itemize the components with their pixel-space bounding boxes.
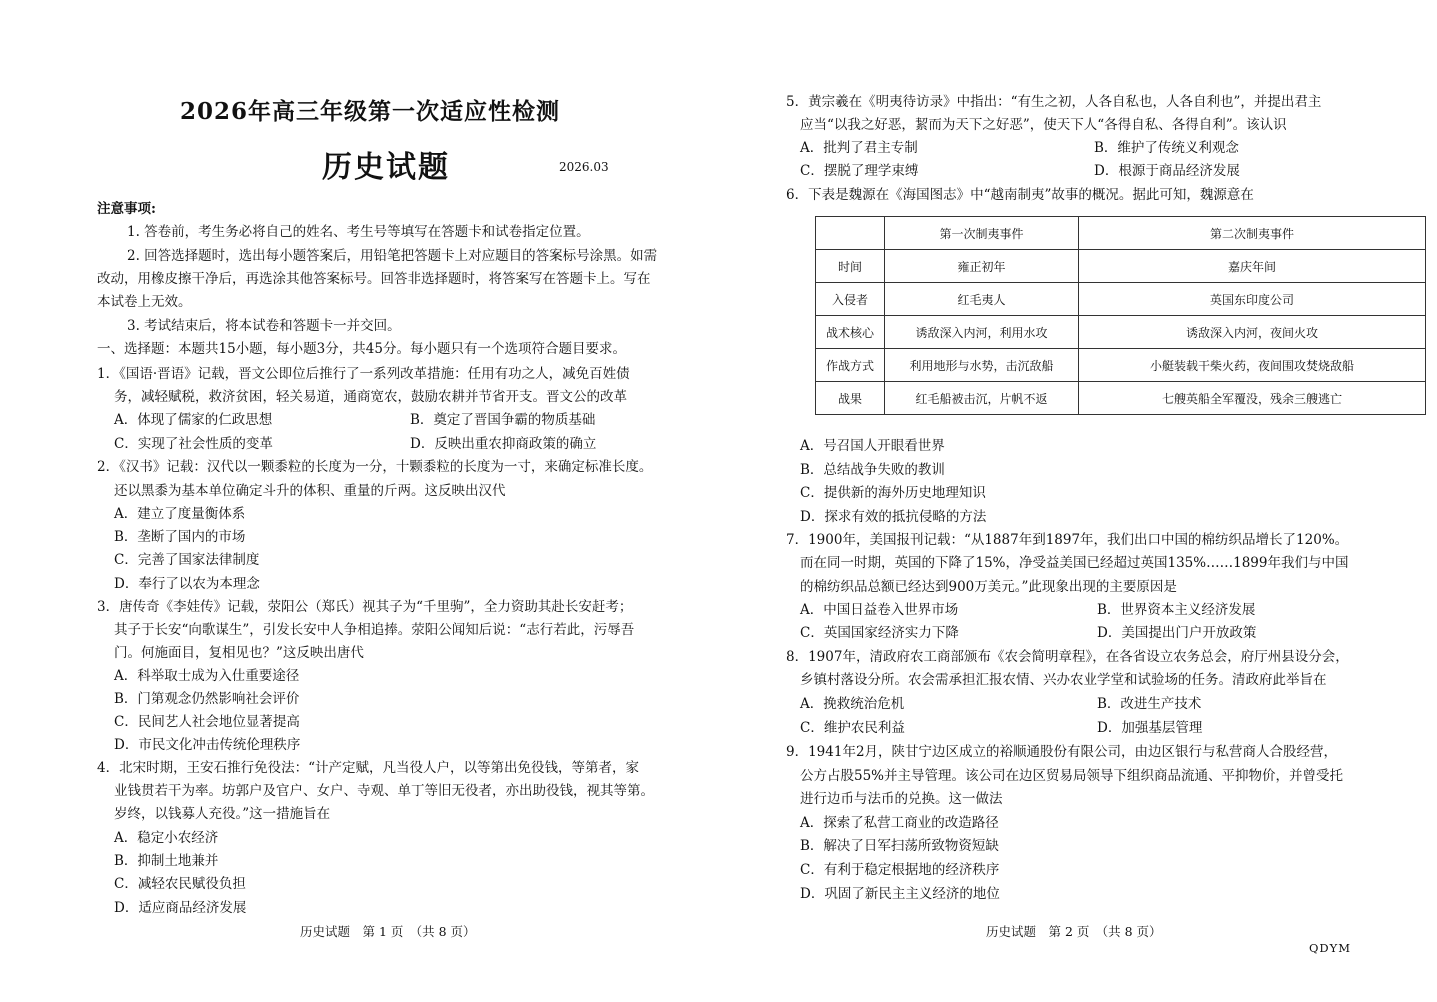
note-line: 1. 答卷前，考生务必将自己的姓名、考生号等填写在答题卡和试卷指定位置。 (127, 224, 590, 240)
subject-title: 历史试题 (322, 150, 450, 185)
table-header: 第一次制夷事件 (885, 217, 1079, 250)
option-a[interactable]: A．体现了儒家的仁政思想 (114, 412, 273, 428)
option-b[interactable]: B．门第观念仍然影响社会评价 (114, 691, 300, 707)
question-stem: 2．《汉书》记载：汉代以一颗黍粒的长度为一分，十颗黍粒的长度为一寸，来确定标准长度。 (97, 459, 653, 475)
option-c[interactable]: C．摆脱了理学束缚 (800, 163, 919, 179)
option-d[interactable]: D．根源于商品经济发展 (1094, 163, 1240, 179)
option-c[interactable]: C．英国国家经济实力下降 (800, 625, 959, 641)
table-header-row (816, 217, 1426, 250)
table-cell: 诱敌深入内河，利用水攻 (885, 316, 1079, 349)
events-table (815, 216, 1426, 415)
table-row (816, 250, 1426, 283)
table-cell: 战术核心 (816, 316, 885, 349)
option-a[interactable]: A．探索了私营工商业的改造路径 (800, 815, 999, 831)
option-d[interactable]: D．美国提出门户开放政策 (1097, 625, 1257, 641)
table-cell: 红毛夷人 (885, 283, 1079, 316)
table-cell: 作战方式 (816, 349, 885, 382)
question-stem: 9．1941年2月，陕甘宁边区成立的裕顺通股份有限公司，由边区银行与私营商人合股经营， (786, 744, 1338, 760)
corner-code: QDYM (1308, 941, 1351, 955)
option-b[interactable]: B．抑制土地兼并 (114, 853, 219, 869)
question-stem: 3．唐传奇《李娃传》记载，荥阳公（郑氏）视其子为“千里驹”，全力资助其赴长安赶考； (97, 599, 633, 615)
option-a[interactable]: A．稳定小农经济 (114, 830, 219, 846)
question-stem: 1．《国语·晋语》记载，晋文公即位后推行了一系列改革措施：任用有功之人，减免百姓债 (97, 366, 630, 382)
option-a[interactable]: A．科举取士成为入仕重要途径 (114, 668, 300, 684)
note-line: 本试卷上无效。 (97, 294, 192, 310)
note-line: 2. 回答选择题时，选出每小题答案后，用铅笔把答题卡上对应题目的答案标号涂黑。如需 (127, 248, 658, 264)
table-cell (816, 217, 885, 250)
table-cell: 雍正初年 (885, 250, 1079, 283)
question-stem: 门。何施面目，复相见也？”这反映出唐代 (114, 645, 364, 661)
table-cell: 嘉庆年间 (1079, 250, 1426, 283)
option-d[interactable]: D．反映出重农抑商政策的确立 (410, 436, 597, 452)
option-d[interactable]: D．探求有效的抵抗侵略的方法 (800, 509, 987, 525)
notes-heading: 注意事项: (97, 201, 156, 217)
question-stem: 还以黑黍为基本单位确定斗升的体积、重量的斤两。这反映出汉代 (114, 483, 506, 499)
right-page (720, 0, 1437, 1002)
option-d[interactable]: D．奉行了以农为本理念 (114, 576, 260, 592)
option-b[interactable]: B．奠定了晋国争霸的物质基础 (410, 412, 596, 428)
table-cell: 诱敌深入内河，夜间火攻 (1079, 316, 1426, 349)
question-stem: 8．1907年，清政府农工商部颁布《农会简明章程》，在各省设立农务总会，府厅州县设分会， (786, 649, 1349, 665)
option-c[interactable]: C．完善了国家法律制度 (114, 552, 260, 568)
page-footer: 历史试题 第 2 页 （共 8 页） (986, 924, 1162, 939)
question-stem: 乡镇村落设分所。农会需承担汇报农情、兴办农业学堂和试验场的任务。清政府此举旨在 (800, 672, 1327, 688)
question-stem: 进行边币与法币的兑换。这一做法 (800, 791, 1003, 807)
page-footer: 历史试题 第 1 页 （共 8 页） (300, 924, 476, 939)
option-a[interactable]: A．批判了君主专制 (800, 140, 918, 156)
question-stem: 其子于长安“向歌谋生”，引发长安中人争相追捧。荥阳公闻知后说：“志行若此，污辱吾 (114, 622, 635, 638)
question-stem: 务，减轻赋税，救济贫困，轻关易道，通商宽农，鼓励农耕并节省开支。晋文公的改革 (114, 389, 627, 405)
question-stem: 而在同一时期，英国的下降了15%，净受益美国已经超过英国135%……1899年我们与中国 (800, 555, 1349, 571)
option-d[interactable]: D．巩固了新民主主义经济的地位 (800, 886, 1000, 902)
option-b[interactable]: B．维护了传统义利观念 (1094, 140, 1239, 156)
table-header: 第二次制夷事件 (1079, 217, 1426, 250)
table-cell: 利用地形与水势，击沉敌船 (885, 349, 1079, 382)
note-line: 改动，用橡皮擦干净后，再选涂其他答案标号。回答非选择题时，将答案写在答题卡上。写在 (97, 271, 651, 287)
table-row (816, 382, 1426, 415)
option-a[interactable]: A．挽救统治危机 (800, 696, 905, 712)
option-c[interactable]: C．提供新的海外历史地理知识 (800, 485, 986, 501)
option-d[interactable]: D．加强基层管理 (1097, 720, 1203, 736)
question-stem: 公方占股55%并主导管理。该公司在边区贸易局领导下组织商品流通、平抑物价，并曾受托 (800, 768, 1344, 784)
question-stem: 岁终，以钱募人充役。”这一措施旨在 (114, 806, 331, 822)
question-stem: 6．下表是魏源在《海国图志》中“越南制夷”故事的概况。据此可知，魏源意在 (786, 187, 1254, 203)
table-cell: 时间 (816, 250, 885, 283)
question-stem: 4．北宋时期，王安石推行免役法：“计产定赋，凡当役人户，以等第出免役钱，等第者，家 (97, 760, 639, 776)
question-stem: 5．黄宗羲在《明夷待访录》中指出：“有生之初，人各自私也，人各自利也”，并提出君主 (786, 94, 1322, 110)
option-d[interactable]: D．市民文化冲击传统伦理秩序 (114, 737, 301, 753)
table-cell: 英国东印度公司 (1079, 283, 1426, 316)
option-b[interactable]: B．总结战争失败的教训 (800, 462, 945, 478)
option-d[interactable]: D．适应商品经济发展 (114, 900, 247, 916)
exam-date: 2026.03 (559, 160, 609, 174)
option-c[interactable]: C．减轻农民赋役负担 (114, 876, 246, 892)
option-c[interactable]: C．实现了社会性质的变革 (114, 436, 273, 452)
table-cell: 红毛船被击沉，片帆不返 (885, 382, 1079, 415)
option-a[interactable]: A．号召国人开眼看世界 (800, 438, 945, 454)
exam-title: 2026年高三年级第一次适应性检测 (180, 98, 561, 125)
table-cell: 入侵者 (816, 283, 885, 316)
option-a[interactable]: A．中国日益卷入世界市场 (800, 602, 959, 618)
question-stem: 应当“以我之好恶，絜而为天下之好恶”，使天下人“各得自私、各得自利”。该认识 (800, 117, 1287, 133)
note-line: 3. 考试结束后，将本试卷和答题卡一并交回。 (127, 318, 401, 334)
table-cell: 七艘英船全军覆没，残余三艘逃亡 (1079, 382, 1426, 415)
option-b[interactable]: B．改进生产技术 (1097, 696, 1202, 712)
table-row (816, 283, 1426, 316)
question-stem: 7．1900年，美国报刊记载：“从1887年到1897年，我们出口中国的棉纺织品增长了120%。 (786, 532, 1349, 548)
table-row (816, 349, 1426, 382)
option-b[interactable]: B．世界资本主义经济发展 (1097, 602, 1256, 618)
option-c[interactable]: C．有利于稳定根据地的经济秩序 (800, 862, 1000, 878)
option-c[interactable]: C．民间艺人社会地位显著提高 (114, 714, 300, 730)
question-stem: 业钱贯若干为率。坊郭户及官户、女户、寺观、单丁等旧无役者，亦出助役钱，视其等第。 (114, 783, 654, 799)
option-b[interactable]: B．垄断了国内的市场 (114, 529, 246, 545)
table-cell: 战果 (816, 382, 885, 415)
table-cell: 小艇装载干柴火药，夜间围攻焚烧敌船 (1079, 349, 1426, 382)
option-a[interactable]: A．建立了度量衡体系 (114, 506, 246, 522)
option-b[interactable]: B．解决了日军扫荡所致物资短缺 (800, 838, 999, 854)
table-row (816, 316, 1426, 349)
question-stem: 的棉纺织品总额已经达到900万美元。”此现象出现的主要原因是 (800, 579, 1177, 595)
option-c[interactable]: C．维护农民利益 (800, 720, 905, 736)
section-heading: 一、选择题：本题共15小题，每小题3分，共45分。每小题只有一个选项符合题目要求。 (97, 341, 626, 357)
